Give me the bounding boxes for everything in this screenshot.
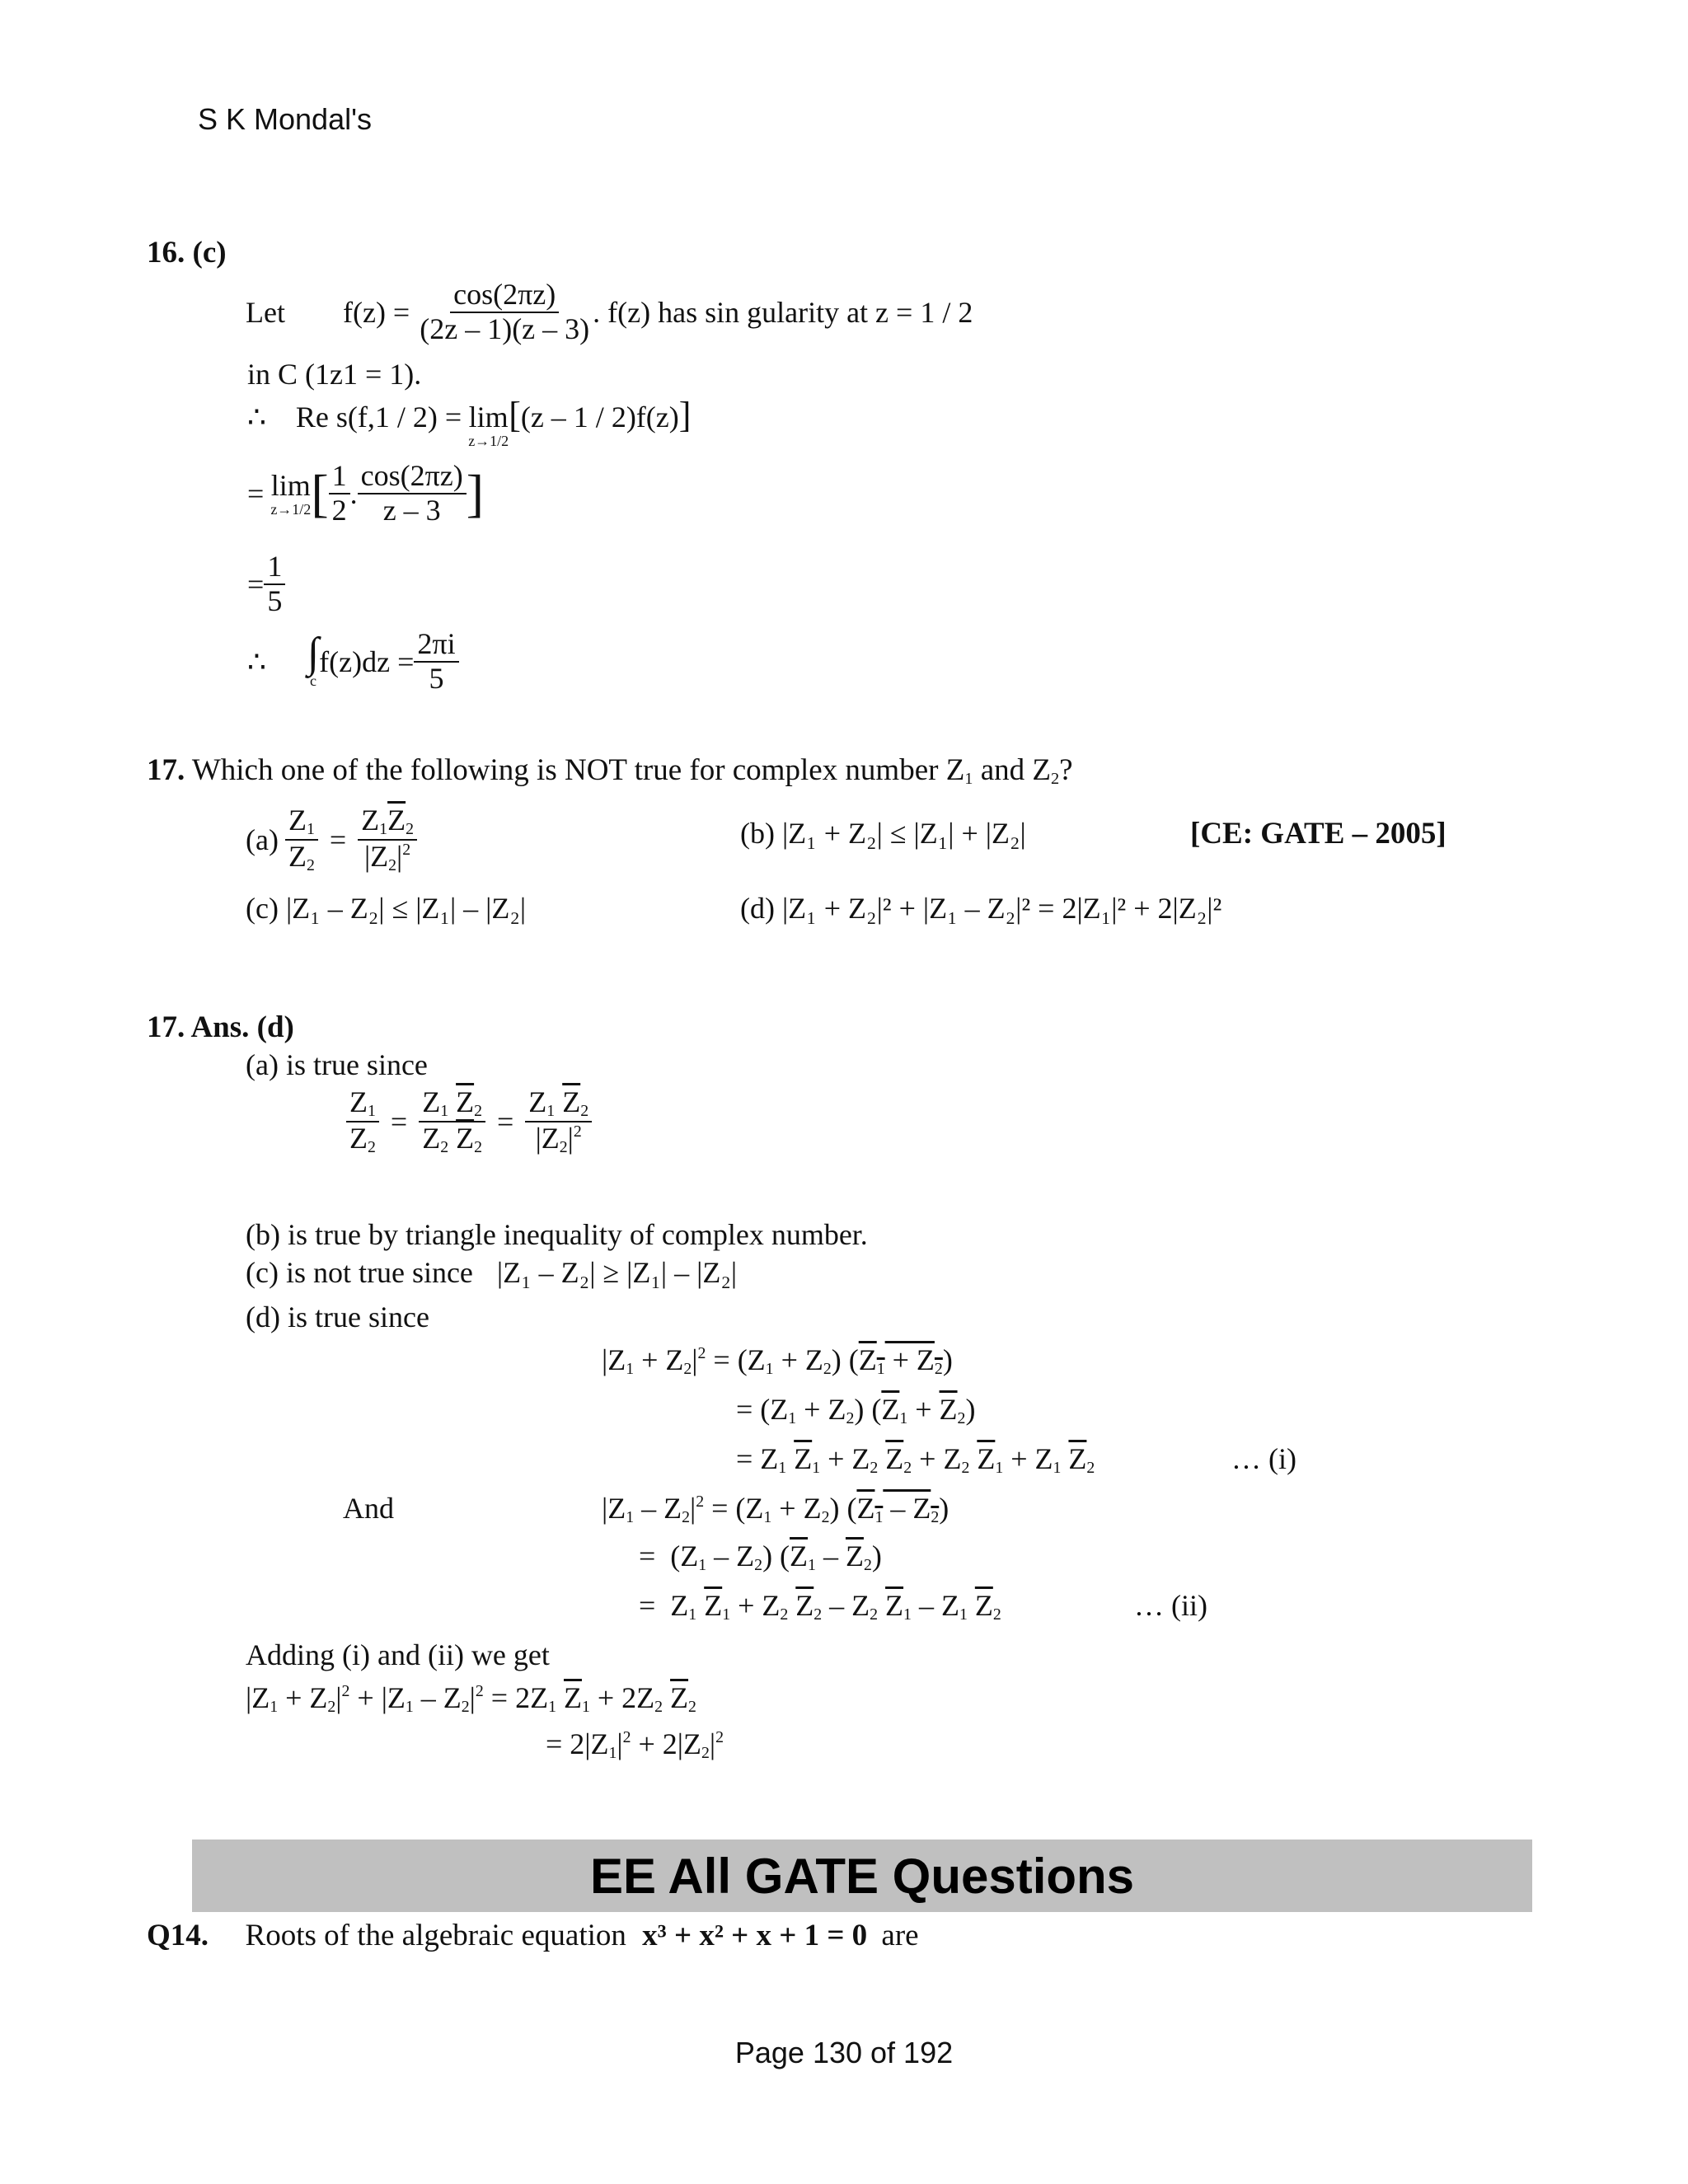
eq-line-1: $|Z_1 + Z_2|^2 = (Z_1 + Z_2) (Z_1 + Z_2)$	[602, 1343, 953, 1378]
adding-text: Adding (i) and (ii) we get	[246, 1638, 550, 1671]
fz-lhs: f(z) =	[342, 295, 410, 329]
limit-step: = lim z→1/2 [ $\frac{1}{2}$ . $\frac{\cos(2\pi z)}{z - 3}$ ]	[247, 459, 485, 527]
q17-question: 17. Which one of the following is NOT true for complex number $Z_1$ and $Z_2$?	[147, 753, 1073, 789]
residue-line: ∴ Re s(f,1 / 2) = lim z→1/2 [ (z – 1 / 2)f(z) ]	[247, 395, 692, 449]
sum-line-1: $|Z_1 + Z_2|^2 + |Z_1 - Z_2|^2 = 2Z_1$ $\overline{Z}_1 + 2Z_2$ $\overline{Z}_2$	[246, 1681, 696, 1716]
ans17-label: 17. Ans. (d)	[147, 1010, 294, 1044]
eq-line-4: $|Z_1 - Z_2|^2 = (Z_1 + Z_2)$ $(Z_1 - Z_2)$	[602, 1492, 950, 1526]
banner-title: EE All GATE Questions	[589, 1848, 1135, 1904]
option-c: (c) |Z₁ – Z₂| ≤ |Z₁| – |Z₂|	[246, 892, 527, 925]
eq-line-5: = $(Z_1 - Z_2)$ $(\overline{Z}_1 - \overline{Z}_2)$	[639, 1540, 882, 1574]
limit-operator: lim z→1/2	[468, 401, 509, 449]
fz-numerator: cos(2πz)	[450, 279, 559, 313]
fz-fraction	[416, 279, 593, 345]
b-true-text: (b) is true by triangle inequality of complex number.	[246, 1218, 868, 1251]
residue-rhs: (z – 1 / 2)f(z)	[520, 401, 679, 434]
q16-definition	[246, 279, 973, 345]
c-not-true: (c) is not true since |Z₁ – Z₂| ≥ |Z₁| – |Z₂|	[246, 1256, 738, 1289]
result-step: = $\frac{1}{5}$	[247, 551, 285, 617]
let-word: Let	[246, 295, 285, 329]
eq-line-3: = $Z_1$ $\overline{Z}_1 + Z_2$ $\overline{Z}_2 + Z_2$ $\overline{Z}_1 + Z_1$ $\overline{Z}_2$	[736, 1442, 1095, 1477]
and-word: And	[343, 1492, 394, 1525]
singularity-text: . f(z) has sin gularity at z = 1 / 2	[593, 295, 973, 329]
option-b: (b) |Z₁ + Z₂| ≤ |Z₁| + |Z₂|	[740, 817, 1026, 850]
fz-denominator: (2z – 1)(z – 3)	[420, 312, 590, 345]
therefore-symbol: ∴	[247, 401, 266, 434]
a-true-text: (a) is true since	[246, 1048, 428, 1081]
running-header: S K Mondal's	[198, 102, 372, 136]
page-number: Page 130 of 192	[734, 2036, 954, 2069]
eq-tag-i: … (i)	[1231, 1442, 1296, 1475]
q14-question: Q14. Roots of the algebraic equation x³ + x² + x + 1 = 0 are	[147, 1919, 919, 1952]
eq-line-2: = $(Z_1 + Z_2) (\overline{Z}_1 + \overline{Z}_2)$	[736, 1393, 976, 1427]
option-a: (a) $\frac{Z_1}{Z_2}$ = $\frac{Z_1\overline{Z}_2}{|Z_2|^2}$	[246, 804, 417, 874]
sum-line-2: = $2|Z_1|^2 + 2|Z_2|^2$	[546, 1727, 724, 1762]
residue-lhs: Re s(f,1 / 2) =	[295, 401, 462, 434]
q16-label: 16. (c)	[147, 236, 227, 269]
eq-tag-ii: … (ii)	[1134, 1589, 1207, 1622]
eq-line-6: = $Z_1$ $\overline{Z}_1 + Z_2$ $\overline{Z}_2 - Z_2$ $\overline{Z}_1 - Z_1$ $\overline{Z}_2$	[639, 1589, 1001, 1624]
d-true-text: (d) is true since	[246, 1301, 429, 1333]
q16-line2: in C (1z1 = 1).	[247, 358, 422, 391]
exam-tag: [CE: GATE – 2005]	[1190, 817, 1447, 851]
a-proof: $\frac{Z_1}{Z_2}$ = $\frac{Z_1 \overline{Z}_2}{Z_2 \overline{Z}_2}$ = $\frac{Z_1 \overline{Z}_2}{|Z_2|^2}$	[346, 1086, 592, 1156]
integral-step: ∴ ∫ c f(z)dz = $\frac{2\pi i}{5}$	[247, 628, 459, 695]
option-d: (d) |Z₁ + Z₂|² + |Z₁ – Z₂|² = 2|Z₁|² + 2|Z₂|²	[740, 892, 1222, 925]
section-banner	[192, 1840, 1532, 1912]
